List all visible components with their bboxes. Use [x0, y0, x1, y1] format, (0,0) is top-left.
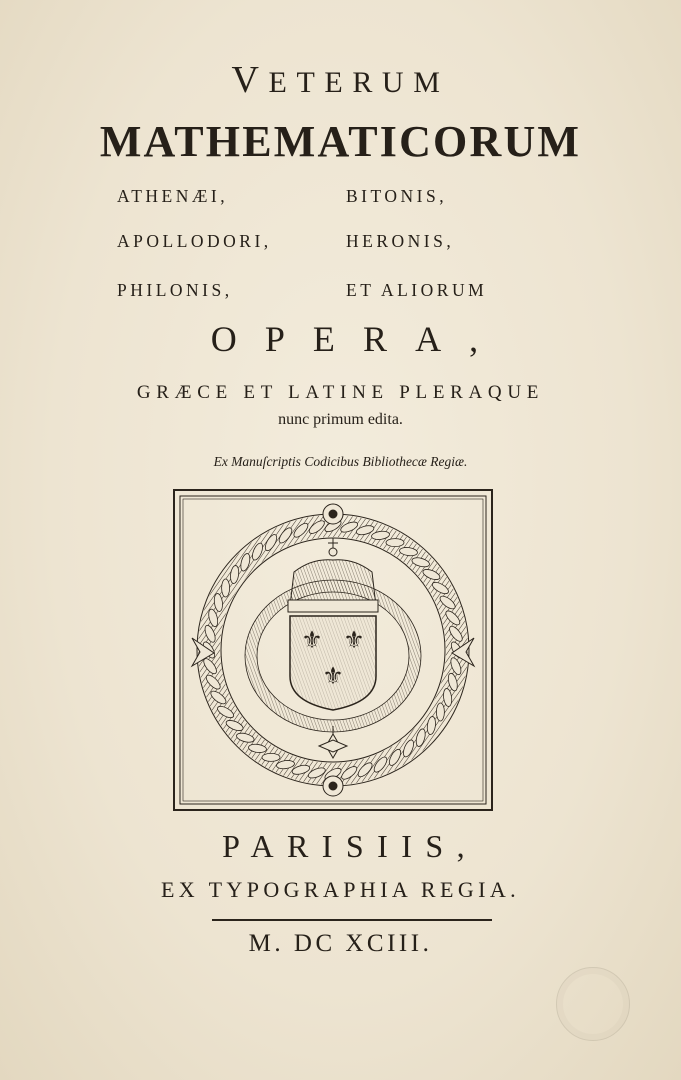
- imprint-rule: [212, 919, 492, 921]
- royal-emblem-engraving: [172, 488, 494, 812]
- laurel-leaf: [222, 579, 230, 597]
- title-rest: ETERUM: [268, 66, 450, 99]
- author-heronis: HERONIS,: [346, 231, 455, 251]
- svg-text:⚜: ⚜: [301, 626, 323, 654]
- author-philonis: PHILONIS,: [117, 280, 233, 300]
- title-line-mathematicorum: MATHEMATICORUM: [99, 117, 582, 166]
- title-line-veterum: [0, 58, 681, 102]
- author-apollodori: APOLLODORI,: [117, 231, 272, 251]
- imprint-year: M. DC XCIII.: [248, 930, 433, 957]
- svg-text:⚜: ⚜: [343, 626, 365, 654]
- imprint-press: EX TYPOGRAPHIA REGIA.: [160, 877, 521, 902]
- title-initial: V: [231, 59, 269, 101]
- source-note: Ex Manuſcriptis Codicibus Bibliothecæ Regiæ.: [213, 454, 468, 469]
- author-athenaei: ATHENÆI,: [117, 186, 229, 206]
- subtitle-graece: GRÆCE ET LATINE PLERAQUE: [136, 382, 545, 403]
- author-et-aliorum: ET ALIORUM: [346, 280, 488, 300]
- laurel-leaf: [436, 703, 444, 721]
- royal-arms-fleur-de-lis-icon: [172, 488, 494, 812]
- svg-text:⚜: ⚜: [322, 662, 344, 690]
- imprint-city: PARISIIS,: [222, 828, 479, 864]
- opera-heading: OPERA,: [210, 319, 507, 359]
- library-blind-stamp: [556, 967, 630, 1041]
- subtitle-nunc: nunc primum edita.: [278, 411, 403, 428]
- laurel-leaf: [262, 753, 280, 761]
- author-bitonis: BITONIS,: [346, 186, 448, 206]
- laurel-leaf: [386, 539, 404, 547]
